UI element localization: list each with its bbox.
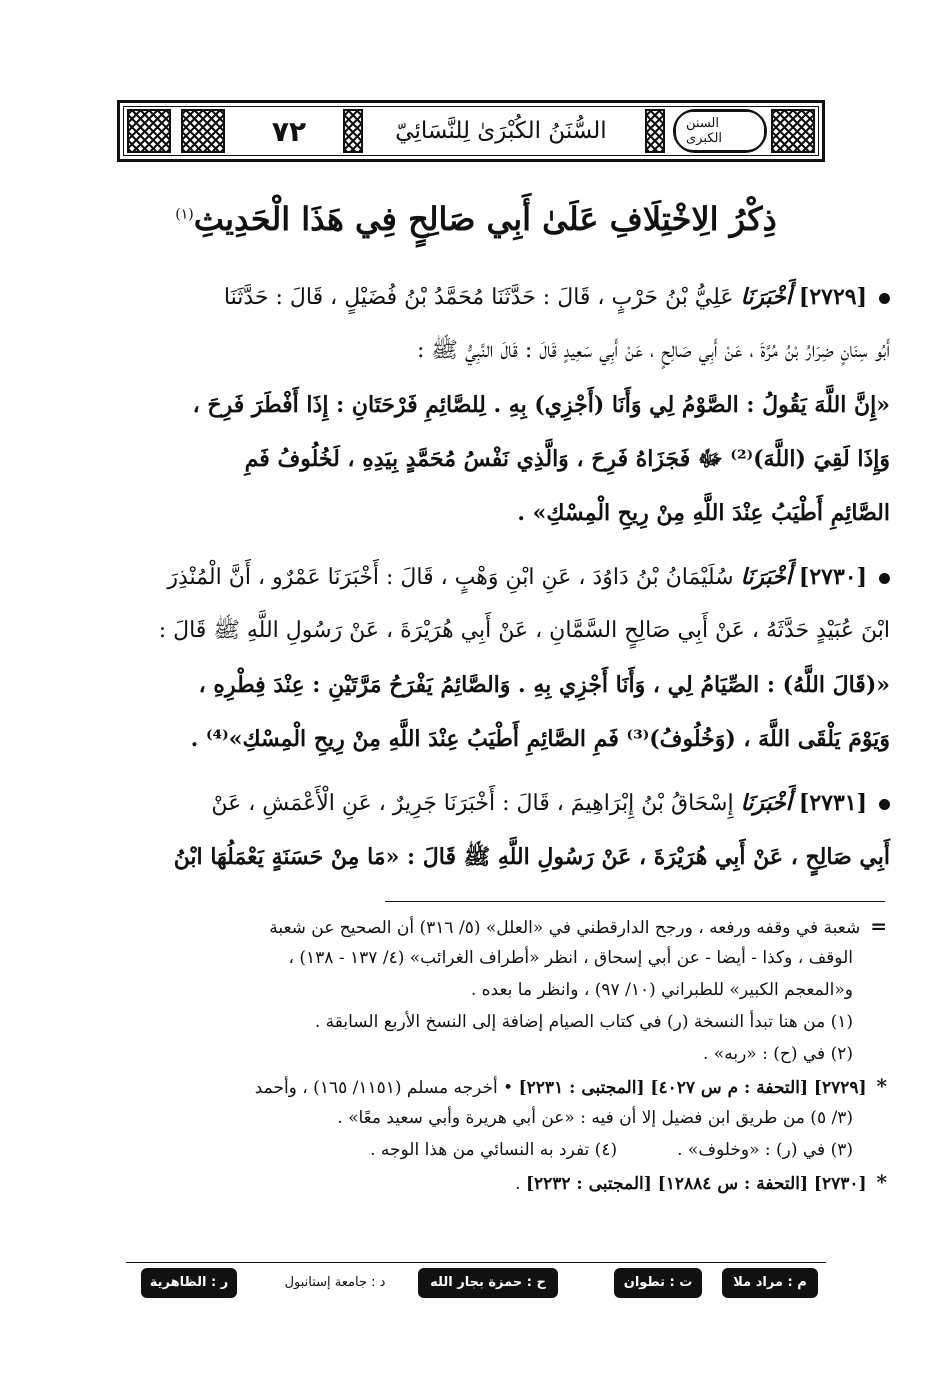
footnote-3-4 [67,1134,887,1166]
takhrij-2729: *[٢٧٢٩] [التحفة : م س ٤٠٢٧] [المجتبى : ٢٢٣١] • أخرجه مسلم (١١٥١/ ١٦٥) ، وأحمد [254,1074,887,1098]
hadith-2729 [62,270,890,540]
ornament-icon [127,109,171,153]
ornament-icon [645,109,665,153]
footnote-line: (٣/ ٥) من طريق ابن فضيل إلا أن فيه : «عن أبي هريرة وأبي سعيد معًا» . [337,1108,853,1128]
hadith-line: [٢٧٣١] أَخْبَرَنَا إِسْحَاقُ بْنُ إِبْرَاهِيمَ ، قَالَ : أَخْبَرَنَا جَرِيرٌ ، عَنِ الْأَعْمَشِ ، عَنْ [62,776,890,830]
siglum-h: ح : حمزة بجار الله [418,1268,558,1298]
chapter-heading [110,200,842,238]
footnote-line: الوقف ، وكذا - أيضا - عن أبي إسحاق ، انظر «أطراف الغرائب» (٤/ ١٣٧ - ١٣٨) ، [288,948,853,968]
siglum-m: م : مراد ملا [722,1268,818,1298]
hadith-matn-line: «(قَالَ اللَّهُ) : الصِّيَامُ لِي ، وَأَنَا أَجْزِي بِهِ . وَالصَّائِمُ يَفْرَحُ مَرَّتَيْنِ : عِنْدَ فِطْرِهِ ، [198,672,890,698]
hadith-matn-line: وَإِذَا لَقِيَ (اللَّهَ)⁽²⁾ ﷻ فَجَزَاهُ فَرِحَ ، وَالَّذِي نَفْسُ مُحَمَّدٍ بِيَدِهِ ، لَخُلُوفُ فَمِ [244,446,890,472]
hadith-line: أَبُو سِنَانٍ ضِرَارُ بْنُ مُرَّةَ ، عَنْ أَبِي صَالِحٍ ، عَنْ أَبِي سَعِيدٍ قَالَ : قَالَ النَّبِيُّ ﷺ : [417,338,890,363]
hadith-2731 [62,776,890,884]
ornament-icon [771,109,815,153]
bullet-icon [879,293,890,304]
page-number-box [241,110,337,152]
bottom-separator [126,1262,826,1263]
akhbarana-word: أَخْبَرَنَا [740,790,792,816]
hadith-matn-line: وَيَوْمَ يَلْقَى اللَّهَ ، (وَخُلُوفُ)⁽³⁾ فَمِ الصَّائِمِ أَطْيَبُ عِنْدَ اللَّهِ مِنْ رِيحِ الْمِسْكِ»⁽⁴⁾ . [190,726,890,752]
footnote-4: (٤) تفرد به النسائي من هذا الوجه . [370,1140,618,1160]
hadith-number: [٢٧٢٩] [798,284,867,310]
hadith-line: [٢٧٢٩] أَخْبَرَنَا عَلِيُّ بْنُ حَرْبٍ ، قَالَ : حَدَّثَنَا مُحَمَّدُ بْنُ فُضَيْلٍ ، قَالَ : حَدَّثَنَا [62,270,890,324]
siglum-d: د : جامعة إستانبول [284,1275,386,1290]
takhrij-reference: [٢٧٣٠] [التحفة : س ١٢٨٨٤] [المجتبى : ٢٢٣٢] [525,1174,867,1194]
footnote-2: (٢) في (ح) : «ربه» . [703,1044,853,1064]
hadith-line: [٢٧٣٠] أَخْبَرَنَا سُلَيْمَانُ بْنُ دَاوُدَ ، عَنِ ابْنِ وَهْبٍ ، قَالَ : أَخْبَرَنَا عَمْرٌو ، أَنَّ الْمُنْذِرَ [62,550,890,604]
ornament-icon [181,109,225,153]
footnote-mark: (١) [175,206,194,223]
footnote-line: و«المعجم الكبير» للطبراني (١٠/ ٩٧) ، وانظر ما بعده . [470,980,853,1000]
akhbarana-word: أَخْبَرَنَا [740,564,792,590]
hadith-matn-line: «إِنَّ اللَّهَ يَقُولُ : الصَّوْمُ لِي وَأَنَا (أَجْزِي) بِهِ . لِلصَّائِمِ فَرْحَتَانِ : إِذَا أَفْطَرَ فَرِحَ ، [192,392,890,418]
footnote-separator [385,901,885,902]
akhbarana-word: أَخْبَرَنَا [740,284,792,310]
footnote-line: =شعبة في وقفه ورفعه ، ورجح الدارقطني في «العلل» (٥/ ٣١٦) أن الصحيح عن شعبة [269,914,887,938]
hadith-2730 [62,550,890,766]
hadith-number: [٢٧٣٠] [798,564,867,590]
footnotes [67,910,887,1198]
hadith-line: ابْنَ عُبَيْدٍ حَدَّثَهُ ، عَنْ أَبِي صَالِحٍ السَّمَّانِ ، عَنْ أَبِي هُرَيْرَةَ ، عَنْ رَسُولِ اللَّهِ ﷺ قَالَ : [158,618,890,643]
hadith-matn-line: الصَّائِمِ أَطْيَبُ عِنْدَ اللَّهِ مِنْ رِيحِ الْمِسْكِ» . [517,500,890,526]
hadith-line: أَبِي صَالِحٍ ، عَنْ أَبِي هُرَيْرَةَ ، عَنْ رَسُولِ اللَّهِ ﷺ قَالَ : «مَا مِنْ حَسَنَةٍ يَعْمَلُهَا ابْنُ [173,844,890,870]
siglum-r: ر : الظاهرية [141,1268,237,1298]
footnote-3: (٣) في (ر) : «وخلوف» . [677,1140,853,1160]
book-title: السُّنَنُ الكُبْرَىٰ لِلنَّسَائِيّ [395,118,607,144]
takhrij-reference: [٢٧٢٩] [التحفة : م س ٤٠٢٧] [المجتبى : ٢٢٣١] [518,1078,867,1098]
chapter-heading-text: ذِكْرُ الِاخْتِلَافِ عَلَىٰ أَبِي صَالِحٍ فِي هَذَا الْحَدِيثِ [193,200,777,238]
footnote-1: (١) من هنا تبدأ النسخة (ر) في كتاب الصيام إضافة إلى النسخ الأربع السابقة . [314,1012,853,1032]
siglum-t: ت : تطوان [614,1268,702,1298]
bullet-icon [879,573,890,584]
page-header [117,100,825,162]
book-logo: السنن الكبرى [673,109,767,153]
bullet-icon [879,799,890,810]
takhrij-2730: *[٢٧٣٠] [التحفة : س ١٢٨٨٤] [المجتبى : ٢٢٣٢] . [515,1170,887,1194]
hadith-number: [٢٧٣١] [798,790,867,816]
page-number: ٧٢ [271,114,307,148]
